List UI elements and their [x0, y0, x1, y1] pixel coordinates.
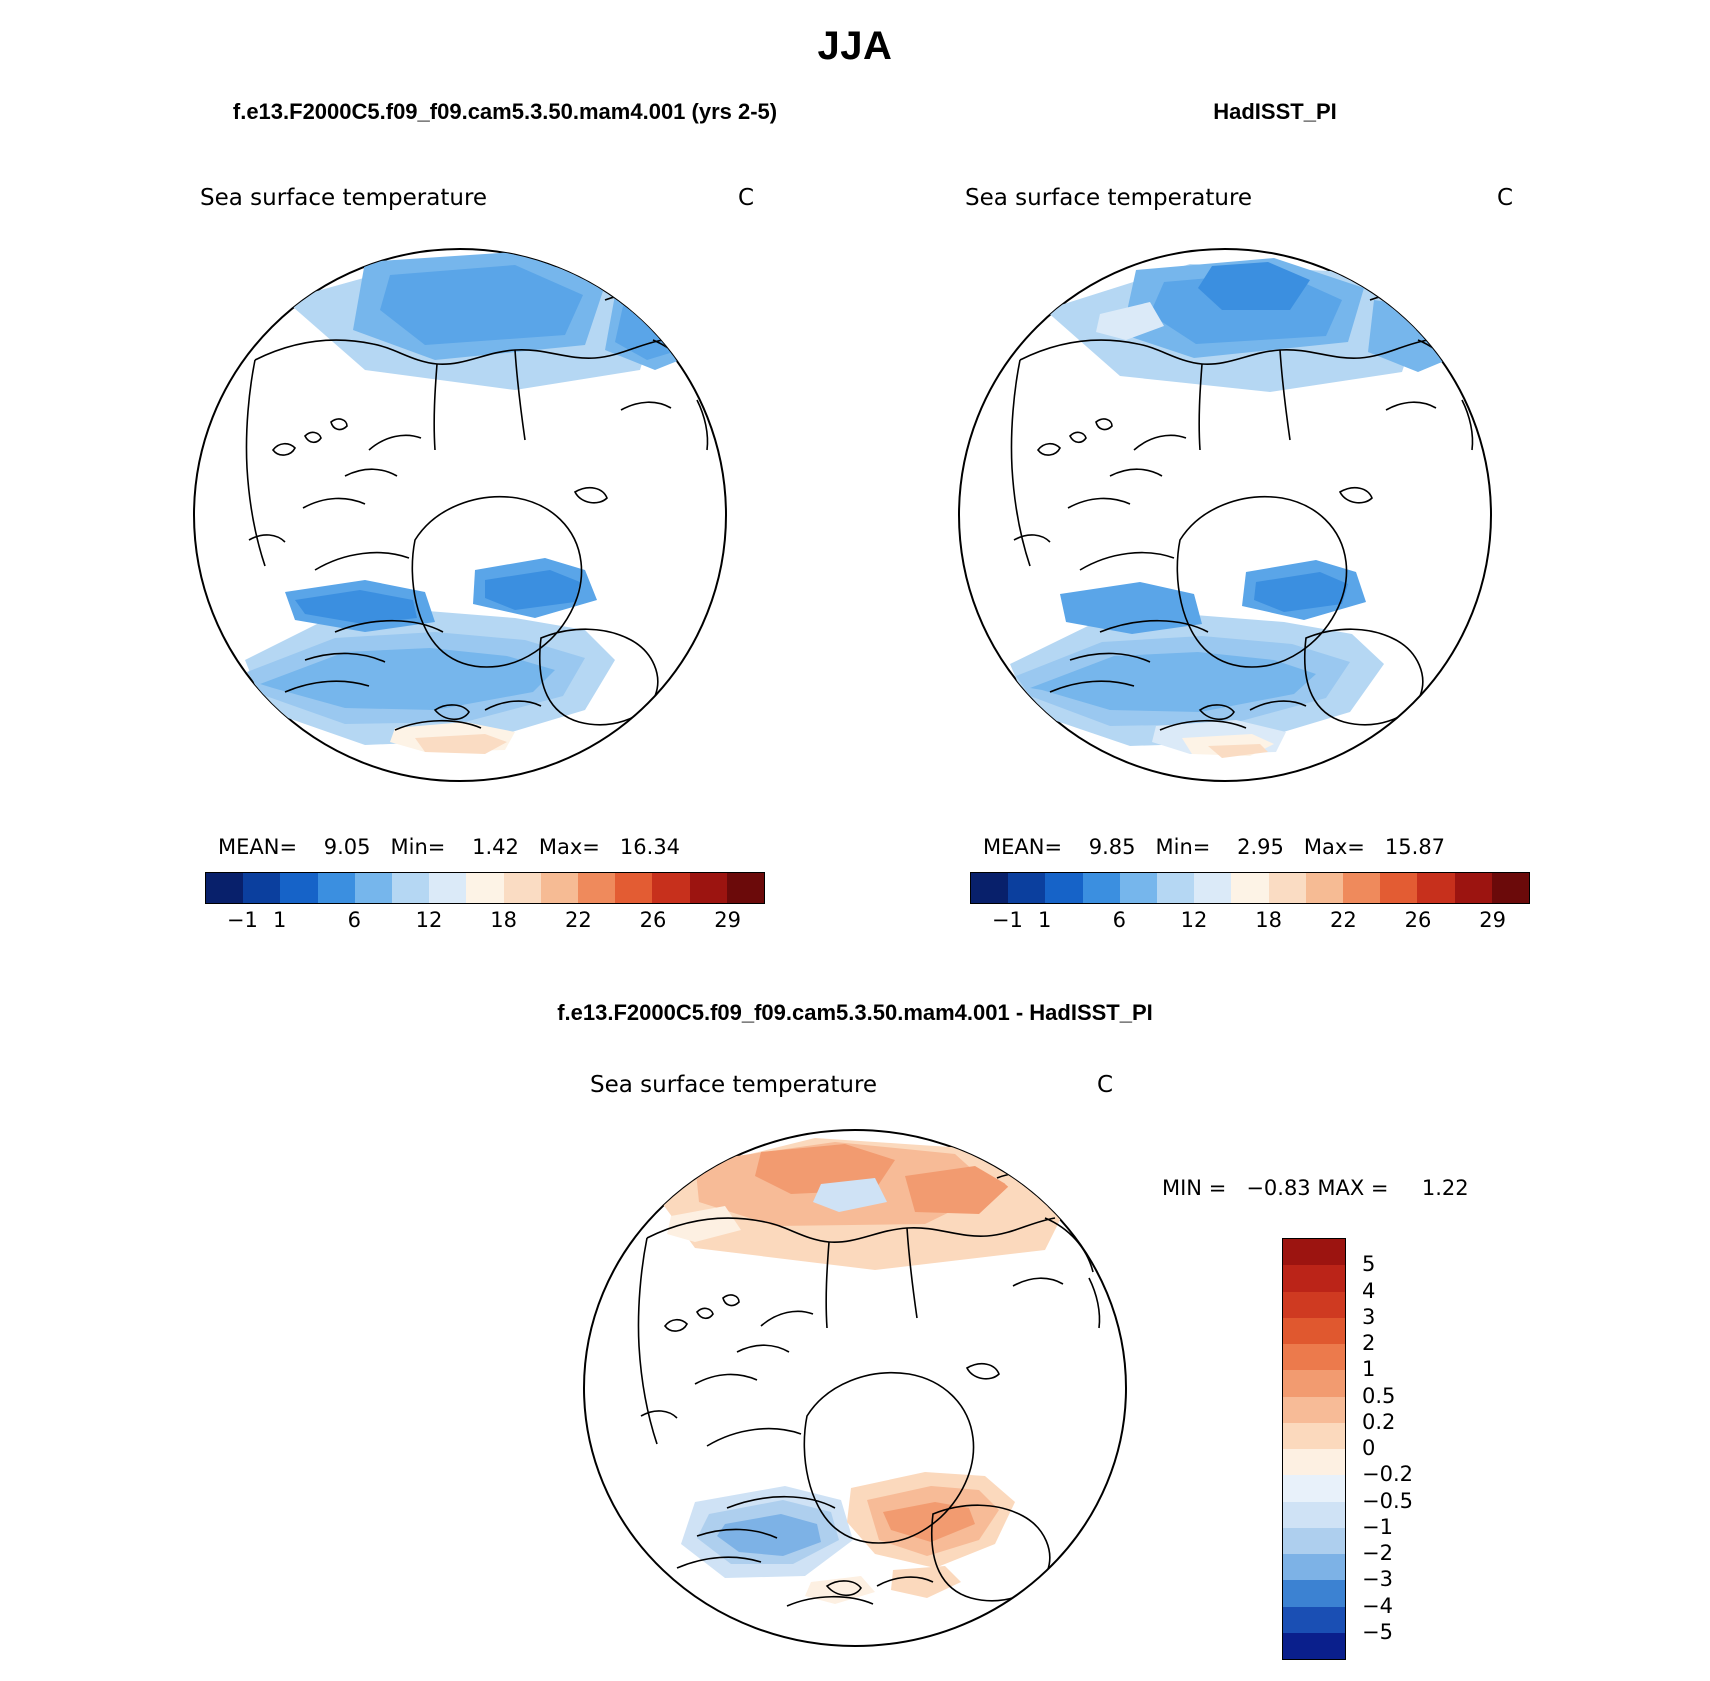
colorbar-tick: 1	[1037, 908, 1052, 932]
colorbar-tick: 26	[1404, 908, 1432, 932]
colorbar-obs	[970, 872, 1530, 938]
polar-map-diff	[575, 1120, 1135, 1660]
units-label-obs: C	[1497, 185, 1514, 211]
colorbar-tick: −0.5	[1362, 1488, 1413, 1513]
colorbar-diff-ticks	[1362, 1238, 1482, 1658]
polar-map-obs	[950, 240, 1500, 790]
colorbar-tick: −2	[1362, 1541, 1393, 1565]
colorbar-tick: 2	[1362, 1331, 1376, 1355]
colorbar-obs-ticks	[970, 908, 1530, 938]
colorbar-obs-swatches	[970, 872, 1530, 904]
panel-title-model: f.e13.F2000C5.f09_f09.cam5.3.50.mam4.001 (yrs 2-5)	[232, 99, 778, 124]
colorbar-tick: 22	[564, 908, 592, 932]
colorbar-tick: 6	[347, 908, 362, 932]
colorbar-tick: −1	[1362, 1514, 1393, 1539]
colorbar-tick: 29	[1479, 908, 1507, 932]
colorbar-tick: 12	[415, 908, 443, 932]
stats-diff: MIN = −0.83 MAX = 1.22	[1162, 1176, 1469, 1200]
polar-map-model	[185, 240, 735, 790]
colorbar-tick: 1	[272, 908, 287, 932]
colorbar-tick: 12	[1180, 908, 1208, 932]
colorbar-tick: 3	[1362, 1304, 1376, 1329]
colorbar-tick: 0.5	[1362, 1383, 1396, 1408]
colorbar-diff-swatches	[1282, 1238, 1346, 1660]
colorbar-model-swatches	[205, 872, 765, 904]
colorbar-tick: 0	[1362, 1436, 1376, 1460]
page-title: JJA	[817, 24, 893, 68]
panel-title-obs: HadISST_PI	[1213, 99, 1337, 124]
colorbar-tick: 0.2	[1362, 1409, 1396, 1434]
stats-model: MEAN= 9.05 Min= 1.42 Max= 16.34	[218, 835, 681, 859]
colorbar-tick: −4	[1362, 1593, 1393, 1618]
variable-label-obs: Sea surface temperature	[965, 185, 1253, 211]
variable-label-diff: Sea surface temperature	[590, 1072, 878, 1098]
colorbar-tick: 1	[1362, 1357, 1376, 1382]
colorbar-tick: −5	[1362, 1619, 1393, 1644]
colorbar-tick: 26	[639, 908, 667, 932]
colorbar-tick: 22	[1329, 908, 1357, 932]
colorbar-tick: 18	[490, 908, 518, 932]
variable-label-model: Sea surface temperature	[200, 185, 488, 211]
units-label-model: C	[738, 185, 755, 211]
colorbar-tick: −1	[991, 908, 1023, 932]
units-label-diff: C	[1097, 1072, 1114, 1098]
colorbar-tick: 4	[1362, 1278, 1376, 1303]
colorbar-model-ticks	[205, 908, 765, 938]
colorbar-model	[205, 872, 765, 938]
colorbar-tick: 29	[714, 908, 742, 932]
colorbar-tick: −0.2	[1362, 1462, 1413, 1487]
colorbar-tick: −1	[226, 908, 258, 932]
colorbar-tick: −3	[1362, 1567, 1393, 1592]
colorbar-tick: 18	[1255, 908, 1283, 932]
stats-obs: MEAN= 9.85 Min= 2.95 Max= 15.87	[983, 835, 1446, 859]
panel-title-diff: f.e13.F2000C5.f09_f09.cam5.3.50.mam4.001 - HadISST_PI	[557, 1000, 1153, 1025]
colorbar-tick: 5	[1362, 1252, 1376, 1277]
colorbar-tick: 6	[1112, 908, 1127, 932]
